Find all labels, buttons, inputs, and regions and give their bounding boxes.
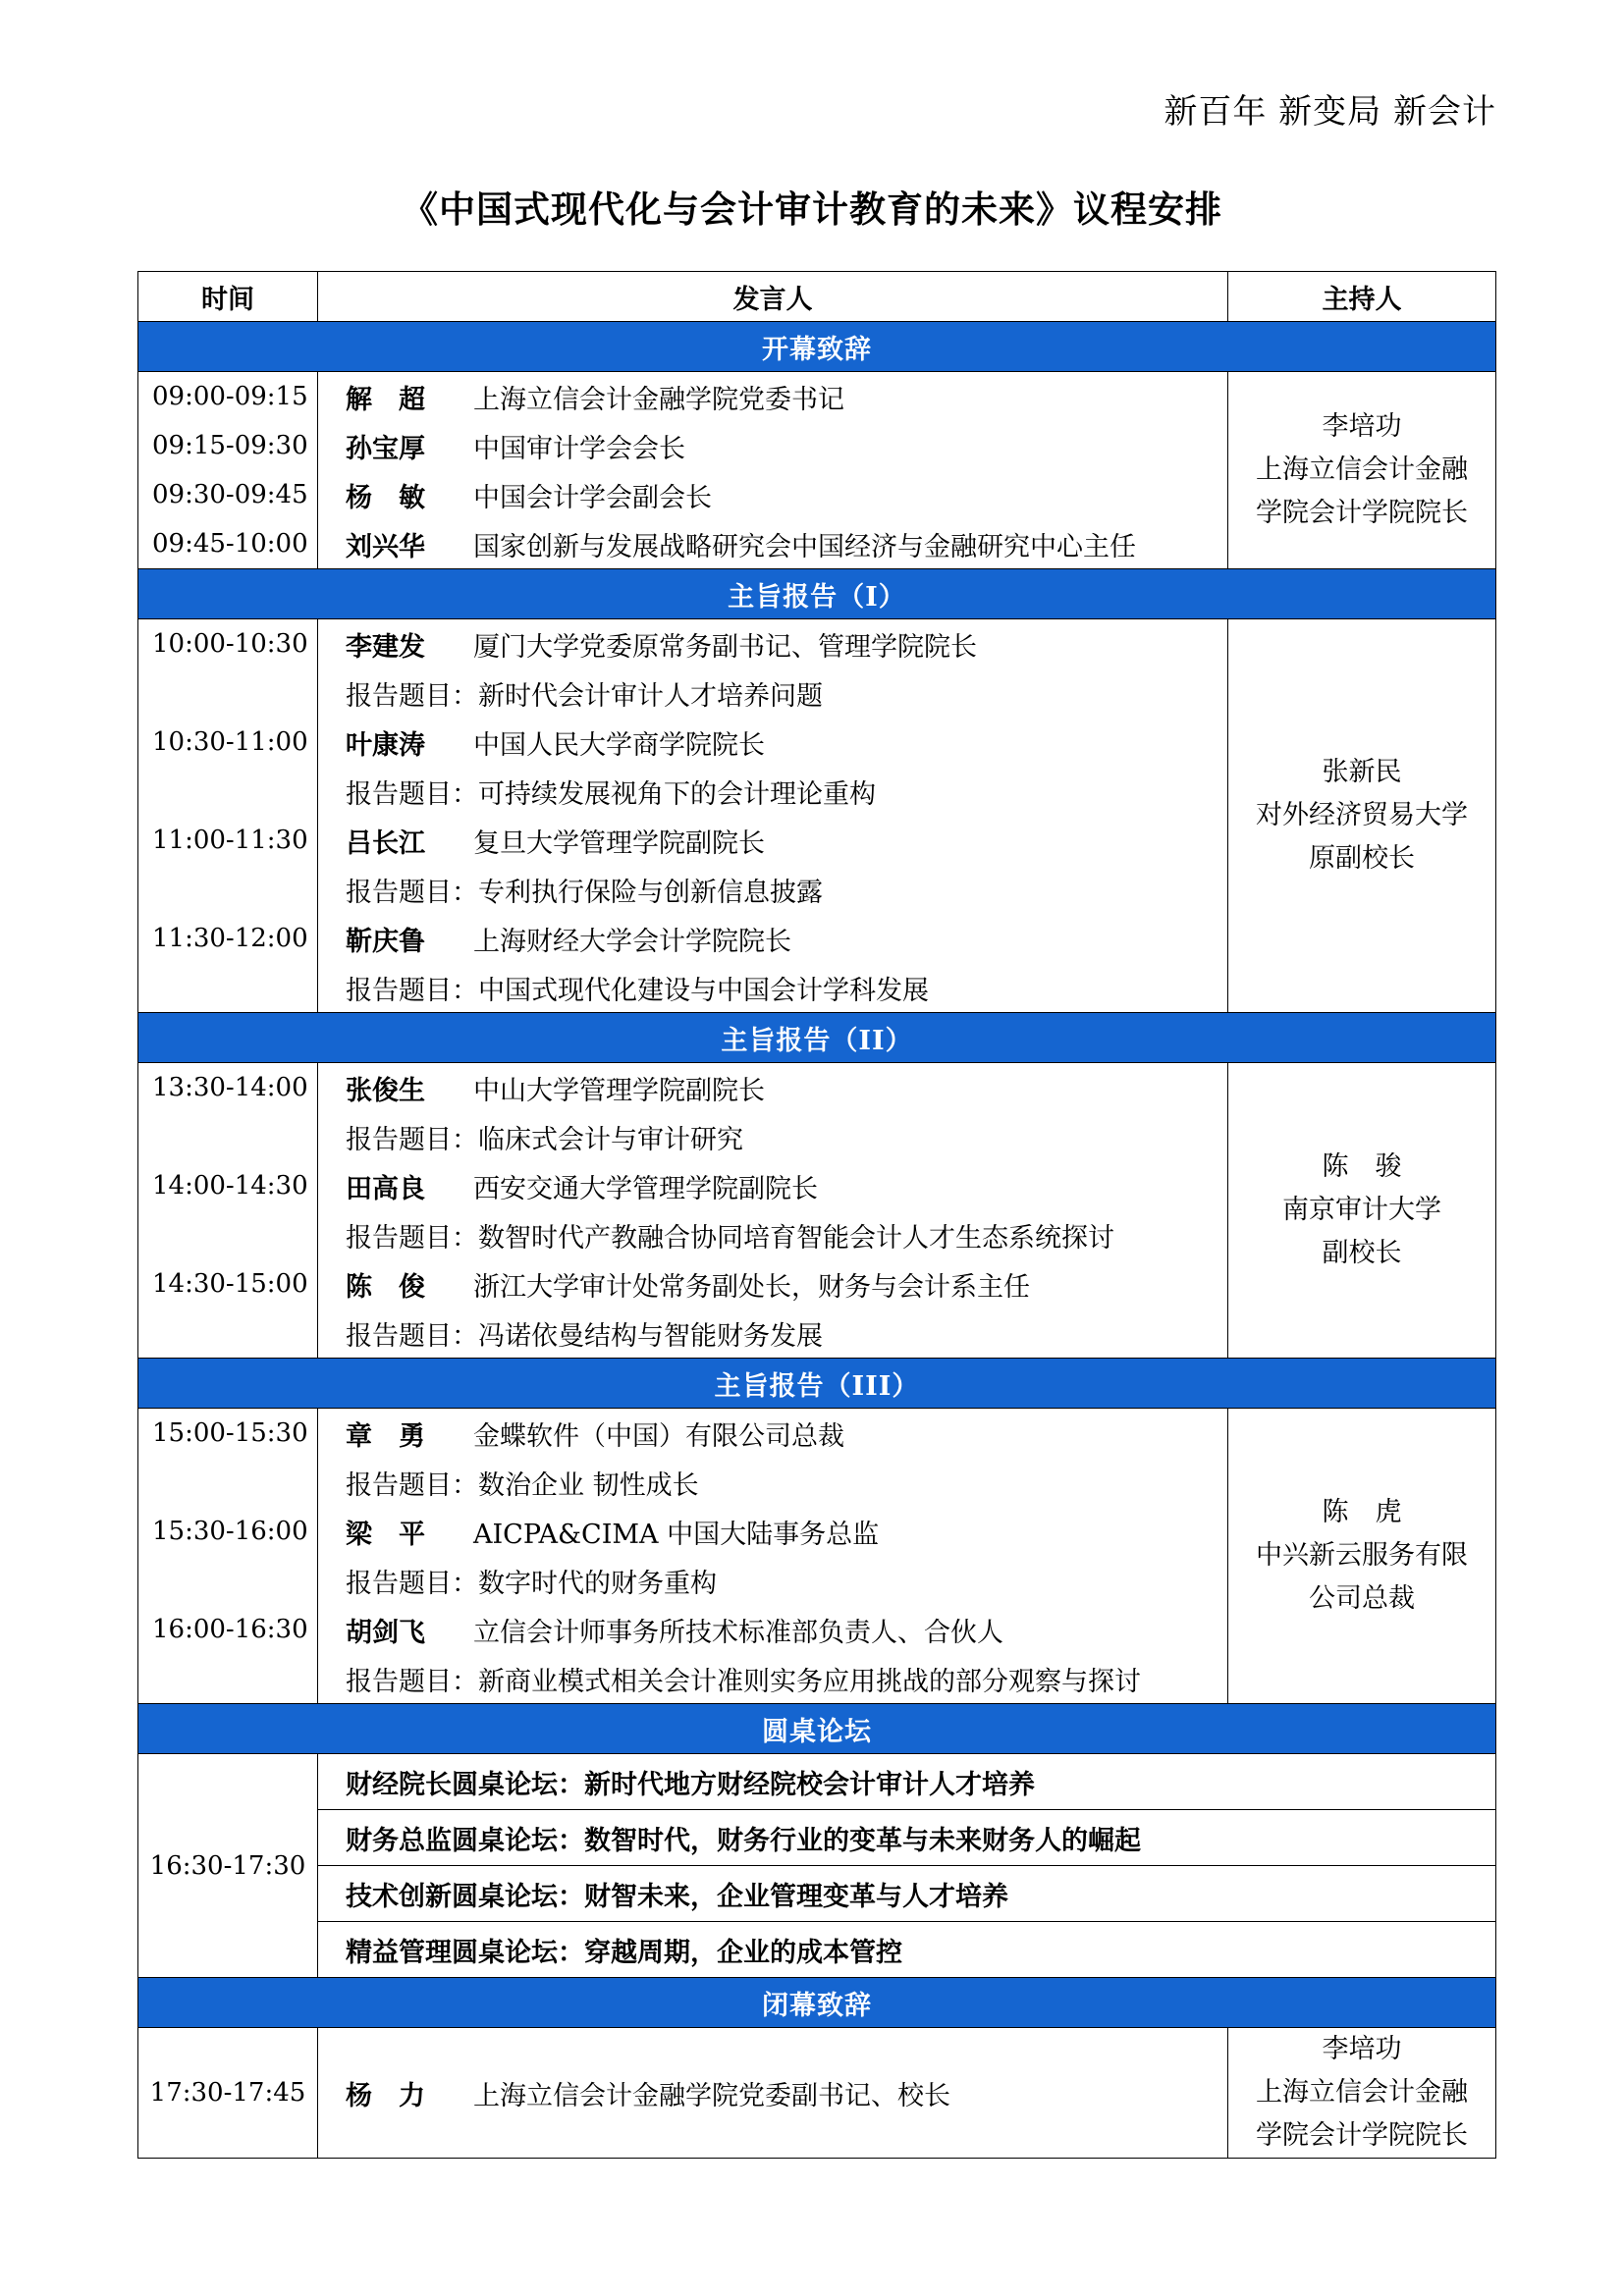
roundtable-item: 精益管理圆桌论坛：穿越周期，企业的成本管控 <box>318 1921 1495 1977</box>
session-row <box>138 619 1496 1013</box>
time-slot: 10:30-11:00 <box>152 727 308 757</box>
roundtable-item: 财务总监圆桌论坛：数智时代，财务行业的变革与未来财务人的崛起 <box>318 1809 1495 1865</box>
time-slot: 13:30-14:00 <box>152 1073 308 1102</box>
report-topic: 报告题目：中国式现代化建设与中国会计学科发展 <box>346 975 929 1006</box>
speaker-name: 李建发 <box>346 631 425 663</box>
header-host: 主持人 <box>1228 272 1496 322</box>
speaker-cell <box>318 1409 1228 1704</box>
speaker-title: 上海立信会计金融学院党委书记 <box>473 384 844 415</box>
speaker-name: 张俊生 <box>346 1075 425 1106</box>
host-name: 张新民 <box>1322 757 1402 787</box>
agenda-table <box>137 271 1496 2159</box>
page-title: 《中国式现代化与会计审计教育的未来》议程安排 <box>402 187 1222 231</box>
speaker-title: 国家创新与发展战略研究会中国经济与金融研究中心主任 <box>473 531 1136 562</box>
time-slot: 10:00-10:30 <box>152 629 308 659</box>
time-cell <box>138 2028 318 2159</box>
speaker-name: 吕长江 <box>346 828 425 859</box>
report-topic: 报告题目：新时代会计审计人才培养问题 <box>346 680 823 712</box>
time-slot: 14:30-15:00 <box>152 1269 308 1299</box>
header-speaker: 发言人 <box>318 272 1228 322</box>
speaker-title: 上海财经大学会计学院院长 <box>473 926 791 957</box>
session-row <box>138 372 1496 569</box>
time-cell <box>138 1754 318 1978</box>
speaker-name: 叶康涛 <box>346 729 425 761</box>
section-row-opening <box>138 322 1496 372</box>
host-cell <box>1228 619 1496 1013</box>
speaker-name: 刘兴华 <box>346 531 425 562</box>
speaker-title: AICPA&CIMA 中国大陆事务总监 <box>473 1519 880 1550</box>
speaker-name: 陈 俊 <box>346 1271 425 1303</box>
time-slot: 11:00-11:30 <box>152 826 308 855</box>
speaker-line <box>318 1507 1227 1556</box>
session-row <box>138 1063 1496 1359</box>
time-slot: 09:30-09:45 <box>152 480 308 509</box>
time-slot: 09:00-09:15 <box>152 382 308 411</box>
host-name: 李培功 <box>1322 2034 1402 2064</box>
time-slot: 15:30-16:00 <box>152 1517 308 1546</box>
speaker-line <box>318 914 1227 963</box>
time-cell <box>138 619 318 1013</box>
time-slot: 09:15-09:30 <box>152 431 308 460</box>
time-slot: 15:00-15:30 <box>152 1418 308 1448</box>
speaker-line <box>318 816 1227 865</box>
time-slot: 16:30-17:30 <box>149 1850 306 1881</box>
host-affiliation: 上海立信会计金融 <box>1256 2077 1468 2108</box>
time-slot: 16:00-16:30 <box>152 1615 308 1644</box>
host-name: 陈 虎 <box>1322 1497 1402 1527</box>
host-affiliation: 学院会计学院院长 <box>1256 498 1468 528</box>
roundtable-item: 技术创新圆桌论坛：财智未来，企业管理变革与人才培养 <box>318 1865 1495 1921</box>
speaker-name: 章 勇 <box>346 1420 425 1452</box>
host-cell <box>1228 1063 1496 1359</box>
speaker-title: 厦门大学党委原常务副书记、管理学院院长 <box>473 631 977 663</box>
section-title: 开幕致辞 <box>138 322 1496 372</box>
host-name: 陈 骏 <box>1322 1151 1402 1182</box>
host-affiliation: 公司总裁 <box>1309 1583 1415 1614</box>
section-title: 圆桌论坛 <box>138 1704 1496 1754</box>
speaker-line <box>318 619 1227 668</box>
time-cell <box>138 1063 318 1359</box>
speaker-title: 中国会计学会副会长 <box>473 482 712 513</box>
speaker-title: 立信会计师事务所技术标准部负责人、合伙人 <box>473 1617 1003 1648</box>
speaker-line <box>318 718 1227 767</box>
time-slot: 09:45-10:00 <box>152 529 308 559</box>
time-cell <box>138 372 318 569</box>
session-row <box>138 1409 1496 1704</box>
header-slogan: 新百年 新变局 新会计 <box>1164 92 1496 132</box>
speaker-title: 复旦大学管理学院副院长 <box>473 828 765 859</box>
speaker-name: 孙宝厚 <box>346 433 425 464</box>
section-row-keynote-3 <box>138 1359 1496 1409</box>
time-slot: 11:30-12:00 <box>152 924 308 953</box>
table-header-row <box>138 272 1496 322</box>
host-name: 李培功 <box>1322 411 1402 442</box>
host-cell <box>1228 2028 1496 2159</box>
speaker-title: 上海立信会计金融学院党委副书记、校长 <box>473 2080 950 2111</box>
speaker-line <box>318 1409 1227 1458</box>
session-row <box>138 1754 1496 1978</box>
speaker-title: 浙江大学审计处常务副处长，财务与会计系主任 <box>473 1271 1030 1303</box>
report-topic: 报告题目：专利执行保险与创新信息披露 <box>346 877 823 908</box>
speaker-line <box>318 1605 1227 1654</box>
report-topic: 报告题目：冯诺依曼结构与智能财务发展 <box>346 1320 823 1352</box>
report-topic: 报告题目：数字时代的财务重构 <box>346 1568 717 1599</box>
speaker-title: 中国审计学会会长 <box>473 433 685 464</box>
host-affiliation: 南京审计大学 <box>1282 1195 1441 1225</box>
speaker-name: 田高良 <box>346 1173 425 1204</box>
speaker-name: 杨 敏 <box>346 482 425 513</box>
speaker-name: 靳庆鲁 <box>346 926 425 957</box>
time-cell <box>138 1409 318 1704</box>
report-topic: 报告题目：数治企业 韧性成长 <box>346 1469 699 1501</box>
speaker-line <box>318 421 1227 470</box>
time-slot: 17:30-17:45 <box>149 2078 306 2108</box>
header-time: 时间 <box>138 272 318 322</box>
report-topic: 报告题目：数智时代产教融合协同培育智能会计人才生态系统探讨 <box>346 1222 1114 1254</box>
report-topic: 报告题目：可持续发展视角下的会计理论重构 <box>346 778 876 810</box>
speaker-cell <box>318 1063 1228 1359</box>
speaker-line <box>318 2068 1227 2117</box>
speaker-line <box>318 1161 1227 1210</box>
host-affiliation: 上海立信会计金融 <box>1256 454 1468 485</box>
speaker-line <box>318 519 1227 568</box>
speaker-line <box>318 1259 1227 1308</box>
time-slot: 14:00-14:30 <box>152 1171 308 1201</box>
section-title: 闭幕致辞 <box>138 1978 1496 2028</box>
speaker-name: 梁 平 <box>346 1519 425 1550</box>
speaker-line <box>318 372 1227 421</box>
speaker-title: 中国人民大学商学院院长 <box>473 729 765 761</box>
host-affiliation: 副校长 <box>1322 1238 1402 1268</box>
session-row <box>138 2028 1496 2159</box>
section-row-roundtable <box>138 1704 1496 1754</box>
host-cell <box>1228 372 1496 569</box>
report-topic: 报告题目：新商业模式相关会计准则实务应用挑战的部分观察与探讨 <box>346 1666 1141 1697</box>
report-topic: 报告题目：临床式会计与审计研究 <box>346 1124 743 1155</box>
speaker-title: 金蝶软件（中国）有限公司总裁 <box>473 1420 844 1452</box>
speaker-name: 解 超 <box>346 384 425 415</box>
speaker-line <box>318 1063 1227 1112</box>
host-cell <box>1228 1409 1496 1704</box>
host-affiliation: 学院会计学院院长 <box>1256 2120 1468 2151</box>
speaker-cell <box>318 372 1228 569</box>
speaker-cell <box>318 2028 1228 2159</box>
section-title: 主旨报告（II） <box>138 1013 1496 1063</box>
speaker-title: 西安交通大学管理学院副院长 <box>473 1173 818 1204</box>
roundtable-cell <box>318 1754 1496 1978</box>
speaker-line <box>318 470 1227 519</box>
speaker-cell <box>318 619 1228 1013</box>
host-affiliation: 对外经济贸易大学 <box>1256 800 1468 830</box>
speaker-title: 中山大学管理学院副院长 <box>473 1075 765 1106</box>
section-title: 主旨报告（I） <box>138 569 1496 619</box>
host-affiliation: 中兴新云服务有限 <box>1256 1540 1468 1571</box>
section-row-keynote-1 <box>138 569 1496 619</box>
host-affiliation: 原副校长 <box>1309 843 1415 874</box>
speaker-name: 杨 力 <box>346 2080 425 2111</box>
section-row-closing <box>138 1978 1496 2028</box>
section-title: 主旨报告（III） <box>138 1359 1496 1409</box>
roundtable-item: 财经院长圆桌论坛：新时代地方财经院校会计审计人才培养 <box>346 1769 1035 1800</box>
section-row-keynote-2 <box>138 1013 1496 1063</box>
speaker-name: 胡剑飞 <box>346 1617 425 1648</box>
